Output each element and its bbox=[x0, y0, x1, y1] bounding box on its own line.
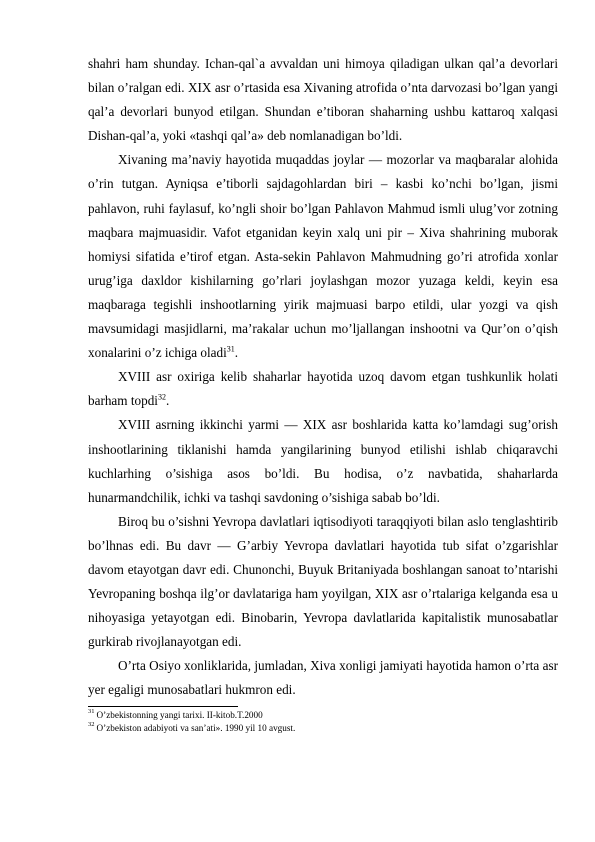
paragraph-3 bbox=[88, 365, 558, 413]
paragraph-2-text: Xivaning ma’naviy hayotida muqaddas joylar — mozorlar va maqbaralar alohida o’rin tutgan. Ayniqsa e’tiborli sajdagohlardan biri – kasbi ko’nchi bo’lgan, jismi pahlavon, ruhi faylasuf, ko’ngli shoir bo’lgan Pahlavon Mahmud ismli ulug’vor zotning maqbara majmuasidir. Vafot etganidan keyin xalq uni pir – Xiva shahrining muborak homiysi sifatida e’tirof etgan. Asta-sekin Pahlavon Mahmudning go’ri atrofida xonlar urug’iga daxldor kishilarning go’rlari joylashgan mozor yuzaga keldi, keyin esa maqbaraga tegishli inshootlarning yirik majmuasi barpo etildi, ular yozgi va qish mavsumidagi masjidlarni, ma’rakalar uchun mo’ljallangan inshootni va Qur’on o’qish xonalarini o’z ichiga oladi bbox=[88, 152, 558, 361]
paragraph-1-text: shahri ham shunday. Ichan-qal`a avvaldan uni himoya qiladigan ulkan qal’a devorlari bilan o’ralgan edi. XIX asr o’rtasida esa Xivaning atrofida o’nta darvozasi bo’lgan yangi qal’a devorlari bunyod etilgan. Shundan e’tiboran shaharning ushbu kattaroq xalqasi Dishan-qal’a, yoki «tashqi qal’a» deb nomlanadigan bo’ldi. bbox=[88, 56, 558, 144]
footnote-31-number: 31 bbox=[88, 708, 95, 716]
paragraph-2-end: . bbox=[234, 345, 239, 361]
footnote-32 bbox=[88, 722, 558, 735]
document-page bbox=[88, 52, 558, 735]
paragraph-2 bbox=[88, 148, 558, 365]
paragraph-1 bbox=[88, 52, 558, 148]
paragraph-5-text: Biroq bu o’sishni Yevropa davlatlari iqtisodiyoti taraqqiyoti bilan aslo tenglashtirib bo’lhnas edi. Bu davr — G’arbiy Yevropa davlatlari hayotida tub sifat o’zgarishlar davom etayotgan davr edi. Chunonchi, Buyuk Britaniyada boshlangan sanoat to’ntarishi Yevropaning boshqa ilg’or davlatariga ham yoyilgan, XIX asr o’rtalariga kelganda esa u nihoyasiga yetayotgan edi. Binobarin, Yevropa davlatlarida kapitalistik munosabatlar gurkirab rivojlanayotgan edi. bbox=[88, 513, 558, 650]
paragraph-3-end: . bbox=[165, 393, 170, 409]
footnote-separator bbox=[88, 706, 238, 707]
footnote-ref-32[interactable]: 32 bbox=[157, 392, 166, 402]
paragraph-3-text: XVIII asr oxiriga kelib shaharlar hayotida uzoq davom etgan tushkunlik holati barham topdi bbox=[88, 369, 558, 409]
paragraph-4-text: XVIII asrning ikkinchi yarmi — XIX asr boshlarida katta ko’lamdagi sug’orish inshootlarining tiklanishi hamda yangilarining bunyod etilishi ishlab chiqaravchi kuchlarhing o’sishiga asos bo’ldi. Bu hodisa, o’z navbatida, shaharlarda hunarmandchilik, ichki va tashqi savdoning o’sishiga sabab bo’ldi. bbox=[88, 417, 558, 505]
footnote-32-number: 32 bbox=[88, 721, 95, 729]
paragraph-6 bbox=[88, 654, 558, 702]
paragraph-5 bbox=[88, 510, 558, 655]
footnote-32-text: O’zbekiston adabiyoti va san’ati». 1990 yil 10 avgust. bbox=[96, 722, 296, 733]
paragraph-4 bbox=[88, 413, 558, 509]
paragraph-6-text: O’rta Osiyo xonliklarida, jumladan, Xiva xonligi jamiyati hayotida hamon o’rta asr yer egaligi munosabatlari hukmron edi. bbox=[88, 658, 558, 698]
footnote-31-text: O’zbekistonning yangi tarixi. II-kitob.T.2000 bbox=[96, 709, 263, 720]
footnote-ref-31[interactable]: 31 bbox=[226, 344, 235, 354]
footnote-31 bbox=[88, 709, 558, 722]
